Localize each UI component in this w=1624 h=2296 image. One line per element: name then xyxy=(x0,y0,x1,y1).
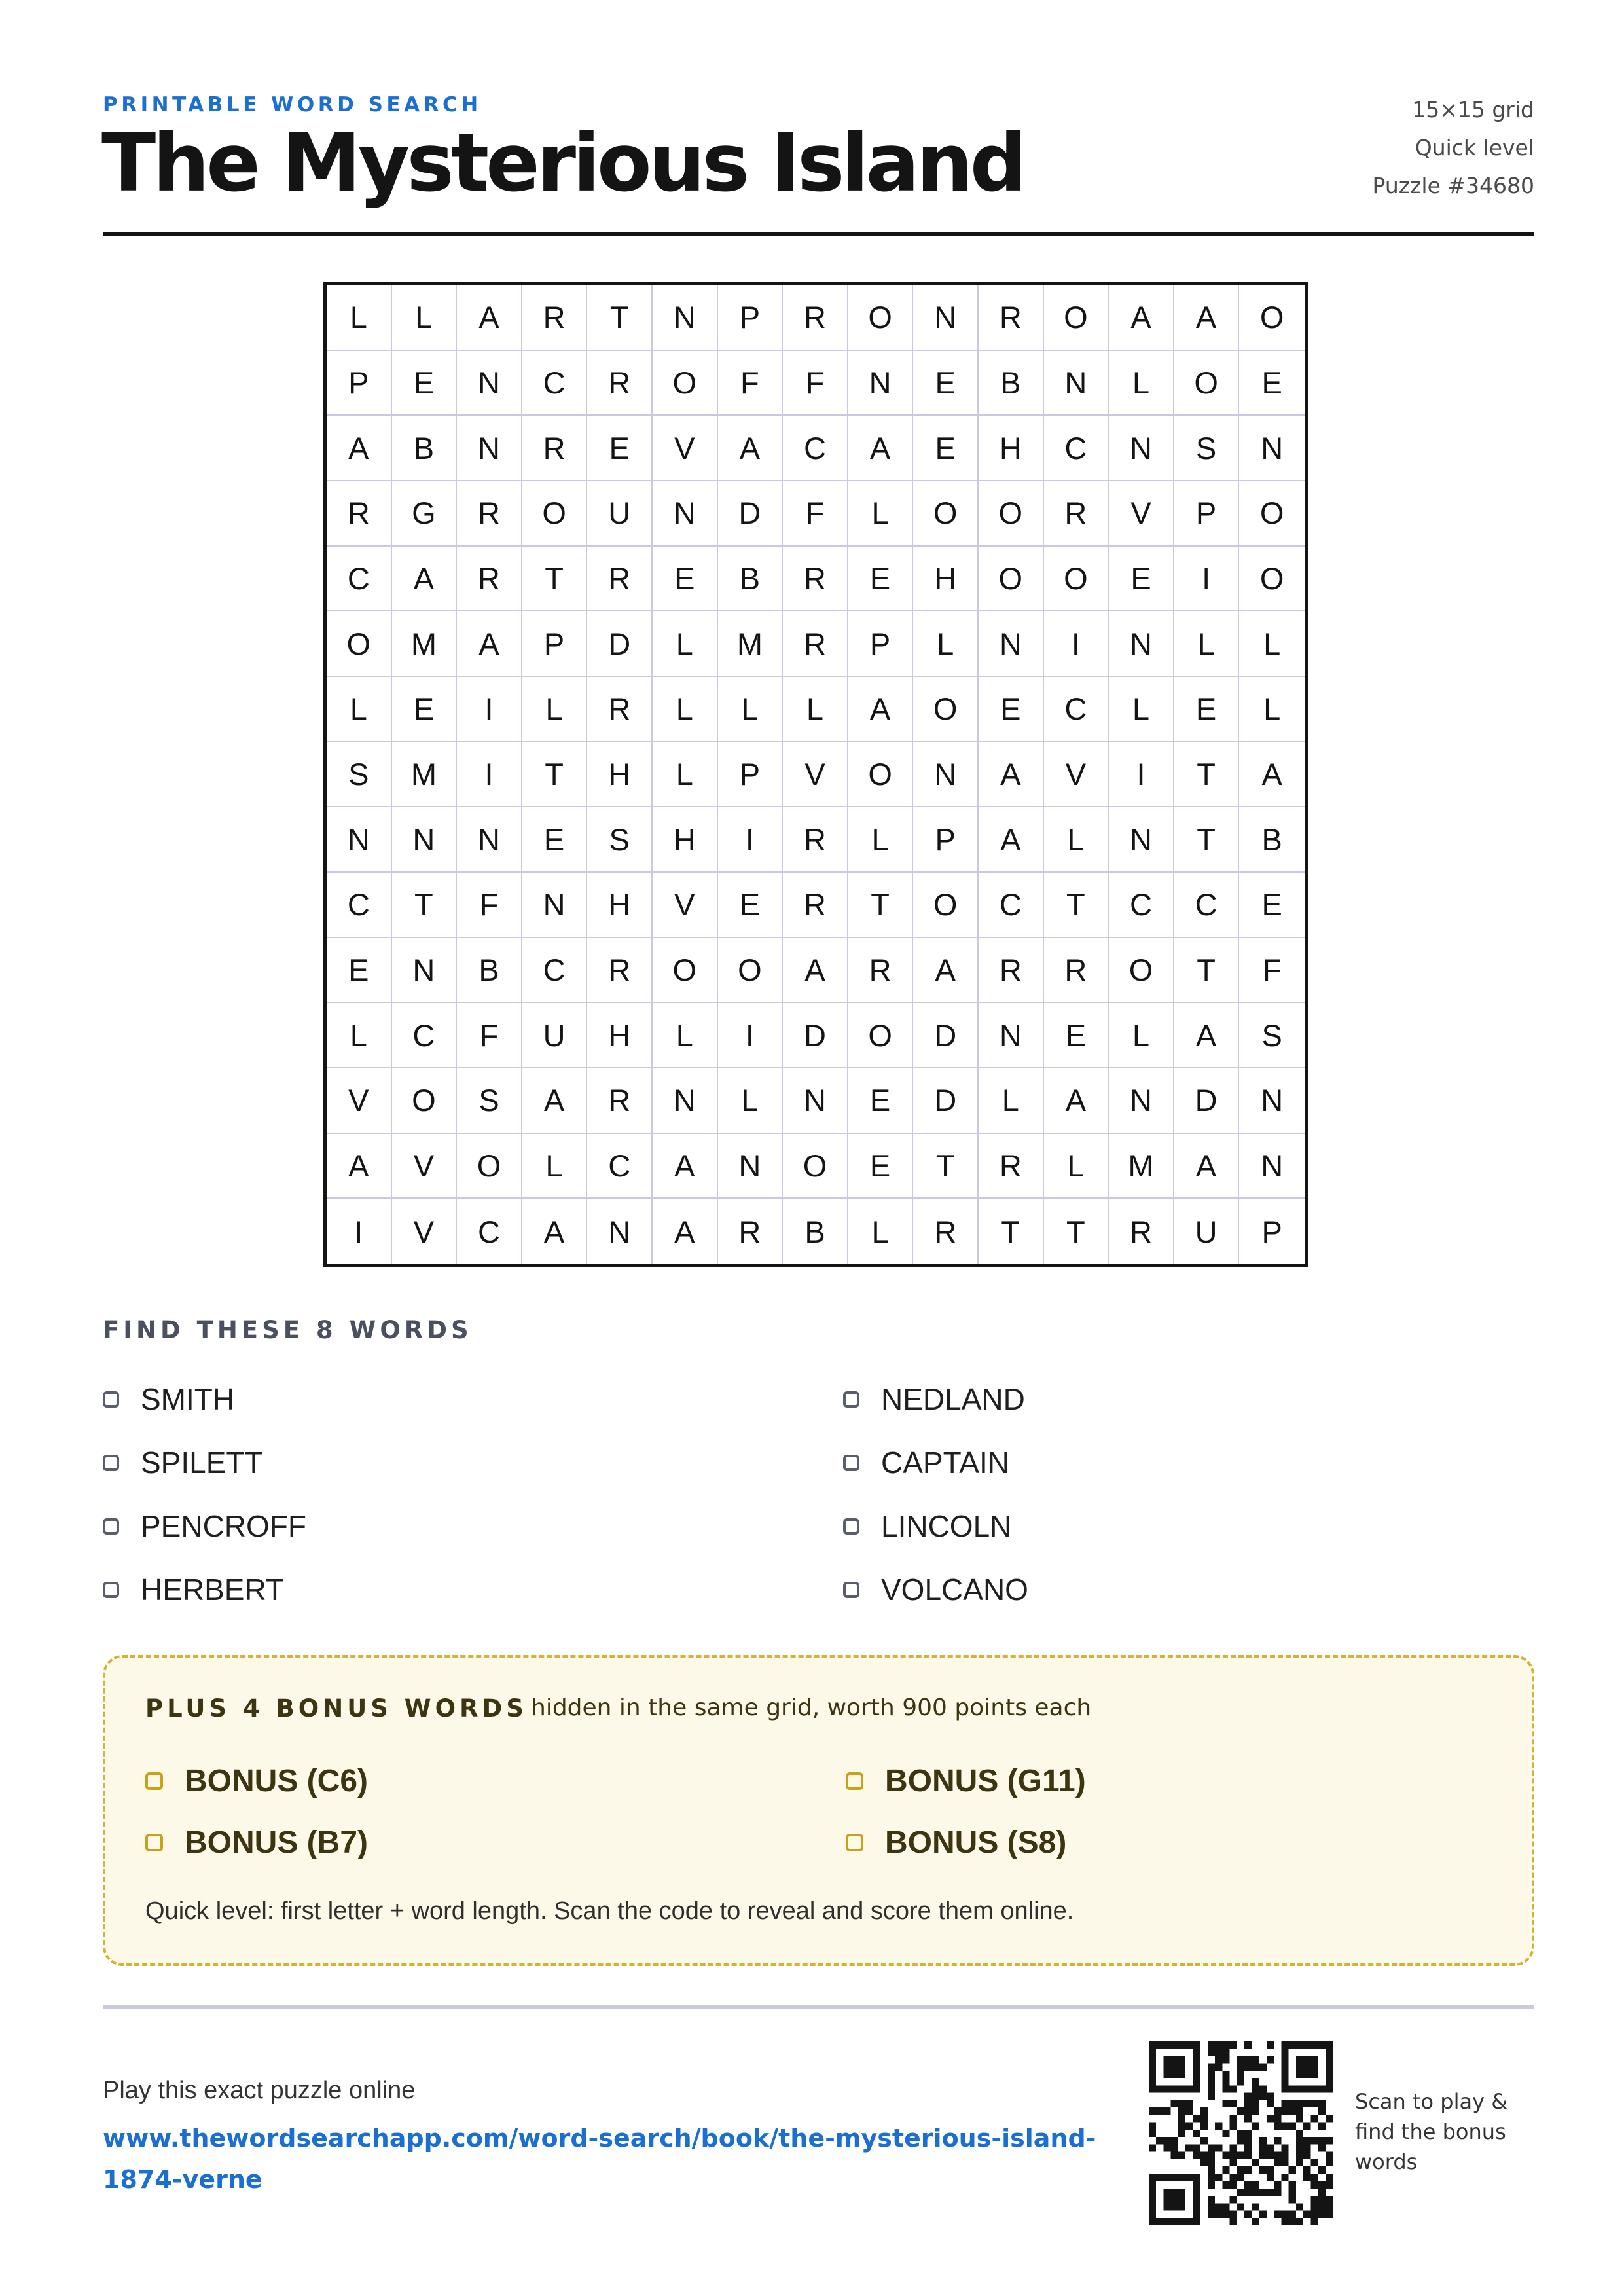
grid-cell[interactable]: O xyxy=(1239,481,1305,547)
grid-cell[interactable]: F xyxy=(457,873,522,938)
grid-cell[interactable]: R xyxy=(1044,481,1110,547)
grid-cell[interactable]: A xyxy=(1239,742,1305,808)
grid-cell[interactable]: O xyxy=(913,677,979,742)
grid-cell[interactable]: C xyxy=(1044,416,1110,481)
footer-divider xyxy=(103,2005,1534,2009)
grid-cell[interactable]: N xyxy=(1109,807,1174,873)
bonus-checkbox[interactable] xyxy=(846,1834,863,1851)
grid-cell[interactable]: H xyxy=(587,742,653,808)
grid-cell[interactable]: A xyxy=(718,416,784,481)
word-item xyxy=(843,1443,1028,1482)
grid-cell[interactable]: R xyxy=(522,416,588,481)
grid-cell[interactable]: R xyxy=(783,547,848,612)
grid-cell[interactable]: A xyxy=(327,416,392,481)
grid-cell[interactable]: L xyxy=(1044,1134,1110,1199)
grid-cell[interactable]: P xyxy=(327,351,392,416)
grid-cell[interactable]: E xyxy=(392,677,458,742)
grid-cell[interactable]: E xyxy=(327,938,392,1004)
grid-cell[interactable]: O xyxy=(913,873,979,938)
grid-cell[interactable]: C xyxy=(522,351,588,416)
grid-cell[interactable]: D xyxy=(1174,1068,1240,1134)
grid-cell[interactable]: P xyxy=(1174,481,1240,547)
grid-cell[interactable]: A xyxy=(522,1068,588,1134)
grid-cell[interactable]: D xyxy=(913,1003,979,1068)
grid-cell[interactable]: O xyxy=(1044,285,1110,351)
grid-cell[interactable]: O xyxy=(1174,351,1240,416)
grid-cell[interactable]: A xyxy=(1109,285,1174,351)
puzzle-link[interactable]: www.thewordsearchapp.com/word-search/book/the-mysterious-island-1874-verne xyxy=(103,2124,1096,2194)
grid-cell[interactable]: P xyxy=(718,742,784,808)
grid-cell[interactable]: E xyxy=(913,416,979,481)
grid-cell[interactable]: A xyxy=(653,1134,718,1199)
word-item xyxy=(103,1379,306,1419)
word-label: VOLCANO xyxy=(881,1573,1028,1607)
letter-grid xyxy=(323,282,1308,1267)
word-list-right-column xyxy=(843,1379,1028,1633)
grid-cell[interactable]: R xyxy=(1044,938,1110,1004)
grid-cell[interactable]: L xyxy=(718,677,784,742)
grid-cell[interactable]: L xyxy=(327,677,392,742)
grid-cell[interactable]: L xyxy=(848,481,914,547)
checkbox[interactable] xyxy=(843,1518,859,1535)
grid-cell[interactable]: N xyxy=(457,807,522,873)
grid-cell[interactable]: C xyxy=(1174,873,1240,938)
word-label: HERBERT xyxy=(141,1573,284,1607)
grid-cell[interactable]: L xyxy=(1239,677,1305,742)
grid-cell[interactable]: V xyxy=(1044,742,1110,808)
grid-cell[interactable]: O xyxy=(653,938,718,1004)
puzzle-id-label: Puzzle #34680 xyxy=(1372,173,1534,198)
grid-cell[interactable]: U xyxy=(522,1003,588,1068)
grid-cell[interactable]: C xyxy=(1044,677,1110,742)
grid-cell[interactable]: E xyxy=(848,1068,914,1134)
grid-cell[interactable]: C xyxy=(327,873,392,938)
grid-cell[interactable]: N xyxy=(979,611,1044,677)
grid-cell[interactable]: L xyxy=(848,807,914,873)
word-item xyxy=(843,1570,1028,1609)
grid-cell[interactable]: A xyxy=(1044,1068,1110,1134)
grid-cell[interactable]: N xyxy=(913,742,979,808)
word-label: SMITH xyxy=(141,1382,235,1416)
grid-cell[interactable]: I xyxy=(718,807,784,873)
grid-cell[interactable]: V xyxy=(392,1199,458,1264)
grid-cell[interactable]: T xyxy=(587,285,653,351)
word-label: NEDLAND xyxy=(881,1382,1025,1416)
grid-cell[interactable]: R xyxy=(848,938,914,1004)
bonus-panel xyxy=(103,1655,1534,1966)
grid-cell[interactable]: R xyxy=(587,1068,653,1134)
grid-cell[interactable]: T xyxy=(1174,938,1240,1004)
grid-cell[interactable]: S xyxy=(457,1068,522,1134)
grid-cell[interactable]: L xyxy=(979,1068,1044,1134)
grid-cell[interactable]: N xyxy=(913,285,979,351)
grid-cell[interactable]: P xyxy=(522,611,588,677)
grid-cell[interactable]: R xyxy=(979,1134,1044,1199)
grid-cell[interactable]: E xyxy=(718,873,784,938)
grid-cell[interactable]: E xyxy=(979,677,1044,742)
grid-cell[interactable]: R xyxy=(783,807,848,873)
play-online-text: Play this exact puzzle online xyxy=(103,2077,416,2104)
grid-cell[interactable]: L xyxy=(653,611,718,677)
bonus-item xyxy=(145,1823,368,1862)
grid-cell[interactable]: H xyxy=(587,873,653,938)
grid-cell[interactable]: S xyxy=(327,742,392,808)
grid-cell[interactable]: A xyxy=(1174,285,1240,351)
grid-cell[interactable]: A xyxy=(913,938,979,1004)
word-label: CAPTAIN xyxy=(881,1446,1009,1480)
kicker: PRINTABLE WORD SEARCH xyxy=(103,93,482,117)
bonus-checkbox[interactable] xyxy=(145,1834,163,1851)
grid-cell[interactable]: R xyxy=(327,481,392,547)
grid-cell[interactable]: A xyxy=(1174,1003,1240,1068)
grid-cell[interactable]: S xyxy=(1174,416,1240,481)
word-label: PENCROFF xyxy=(141,1509,306,1543)
grid-cell[interactable]: M xyxy=(392,742,458,808)
grid-cell[interactable]: B xyxy=(718,547,784,612)
word-item xyxy=(103,1570,306,1609)
grid-cell[interactable]: R xyxy=(783,285,848,351)
grid-cell[interactable]: M xyxy=(392,611,458,677)
checkbox[interactable] xyxy=(843,1582,859,1598)
grid-cell[interactable]: A xyxy=(392,547,458,612)
grid-cell[interactable]: T xyxy=(848,873,914,938)
grid-cell[interactable]: E xyxy=(1109,547,1174,612)
grid-cell[interactable]: L xyxy=(1109,1003,1174,1068)
grid-cell[interactable]: N xyxy=(1239,416,1305,481)
grid-cell[interactable]: N xyxy=(783,1068,848,1134)
grid-cell[interactable]: N xyxy=(457,416,522,481)
grid-cell[interactable]: C xyxy=(1109,873,1174,938)
grid-cell[interactable]: N xyxy=(1044,351,1110,416)
grid-cell[interactable]: V xyxy=(1109,481,1174,547)
bonus-heading: PLUS 4 BONUS WORDS xyxy=(145,1694,528,1722)
grid-cell[interactable]: O xyxy=(1044,547,1110,612)
grid-cell[interactable]: D xyxy=(718,481,784,547)
grid-cell[interactable]: E xyxy=(1239,873,1305,938)
grid-cell[interactable]: E xyxy=(1174,677,1240,742)
grid-cell[interactable]: A xyxy=(1174,1134,1240,1199)
grid-cell[interactable]: B xyxy=(457,938,522,1004)
grid-cell[interactable]: R xyxy=(457,481,522,547)
grid-cell[interactable]: I xyxy=(1174,547,1240,612)
grid-cell[interactable]: A xyxy=(783,938,848,1004)
grid-cell[interactable]: C xyxy=(392,1003,458,1068)
grid-cell[interactable]: N xyxy=(587,1199,653,1264)
bonus-note: Quick level: first letter + word length. Scan the code to reveal and score them online. xyxy=(145,1897,1074,1925)
grid-cell[interactable]: H xyxy=(587,1003,653,1068)
checkbox[interactable] xyxy=(843,1455,859,1471)
word-item xyxy=(103,1506,306,1546)
grid-cell[interactable]: R xyxy=(979,285,1044,351)
grid-cell[interactable]: E xyxy=(1239,351,1305,416)
grid-cell[interactable]: U xyxy=(1174,1199,1240,1264)
word-item xyxy=(843,1379,1028,1419)
grid-cell[interactable]: A xyxy=(979,742,1044,808)
bonus-checkbox[interactable] xyxy=(846,1772,863,1790)
bonus-subheading: hidden in the same grid, worth 900 points each xyxy=(531,1694,1092,1721)
grid-cell[interactable]: B xyxy=(1239,807,1305,873)
word-list-left-column xyxy=(103,1379,306,1633)
grid-cell[interactable]: V xyxy=(783,742,848,808)
grid-cell[interactable]: T xyxy=(392,873,458,938)
grid-cell[interactable]: H xyxy=(653,807,718,873)
grid-cell[interactable]: R xyxy=(457,547,522,612)
grid-cell[interactable]: L xyxy=(783,677,848,742)
grid-cell[interactable]: B xyxy=(392,416,458,481)
grid-cell[interactable]: O xyxy=(1239,547,1305,612)
grid-cell[interactable]: E xyxy=(587,416,653,481)
checkbox[interactable] xyxy=(103,1518,119,1535)
grid-cell[interactable]: H xyxy=(913,547,979,612)
grid-cell[interactable]: D xyxy=(783,1003,848,1068)
grid-cell[interactable]: N xyxy=(457,351,522,416)
word-label: LINCOLN xyxy=(881,1509,1012,1543)
grid-cell[interactable]: I xyxy=(1109,742,1174,808)
grid-cell[interactable]: R xyxy=(979,938,1044,1004)
grid-cell[interactable]: A xyxy=(848,416,914,481)
grid-cell[interactable]: T xyxy=(913,1134,979,1199)
grid-cell[interactable]: R xyxy=(587,547,653,612)
grid-cell[interactable]: R xyxy=(718,1199,784,1264)
grid-cell[interactable]: U xyxy=(587,481,653,547)
grid-cell[interactable]: R xyxy=(587,677,653,742)
grid-cell[interactable]: N xyxy=(653,1068,718,1134)
grid-cell[interactable]: F xyxy=(783,351,848,416)
grid-cell[interactable]: B xyxy=(783,1199,848,1264)
grid-cell[interactable]: T xyxy=(1044,1199,1110,1264)
grid-cell[interactable]: O xyxy=(1109,938,1174,1004)
grid-cell[interactable]: F xyxy=(718,351,784,416)
grid-cell[interactable]: N xyxy=(848,351,914,416)
grid-cell[interactable]: R xyxy=(587,351,653,416)
bonus-label: BONUS (B7) xyxy=(185,1825,369,1860)
grid-cell[interactable]: S xyxy=(587,807,653,873)
grid-cell[interactable]: L xyxy=(1109,351,1174,416)
grid-cell[interactable]: O xyxy=(327,611,392,677)
bonus-checkbox[interactable] xyxy=(145,1772,163,1790)
word-label: SPILETT xyxy=(141,1446,263,1480)
grid-cell[interactable]: L xyxy=(653,677,718,742)
grid-cell[interactable]: C xyxy=(457,1199,522,1264)
word-list-heading: FIND THESE 8 WORDS xyxy=(103,1316,473,1344)
grid-cell[interactable]: O xyxy=(913,481,979,547)
grid-cell[interactable]: I xyxy=(457,742,522,808)
grid-cell[interactable]: O xyxy=(1239,285,1305,351)
bonus-left-column xyxy=(145,1761,368,1884)
grid-cell[interactable]: E xyxy=(522,807,588,873)
grid-cell[interactable]: R xyxy=(783,611,848,677)
grid-cell[interactable]: O xyxy=(653,351,718,416)
grid-cell[interactable]: N xyxy=(1109,416,1174,481)
grid-cell[interactable]: O xyxy=(979,547,1044,612)
grid-cell[interactable]: O xyxy=(718,938,784,1004)
grid-cell[interactable]: O xyxy=(392,1068,458,1134)
grid-cell[interactable]: N xyxy=(392,807,458,873)
grid-cell[interactable]: R xyxy=(587,938,653,1004)
grid-cell[interactable]: A xyxy=(979,807,1044,873)
word-item xyxy=(843,1506,1028,1546)
checkbox[interactable] xyxy=(103,1391,119,1408)
bonus-label: BONUS (G11) xyxy=(885,1763,1086,1798)
grid-cell[interactable]: N xyxy=(653,285,718,351)
grid-cell[interactable]: A xyxy=(327,1134,392,1199)
grid-cell[interactable]: O xyxy=(522,481,588,547)
grid-cell[interactable]: R xyxy=(913,1199,979,1264)
grid-cell[interactable]: S xyxy=(1239,1003,1305,1068)
grid-cell[interactable]: O xyxy=(457,1134,522,1199)
bonus-label: BONUS (S8) xyxy=(885,1825,1067,1860)
grid-cell[interactable]: L xyxy=(1109,677,1174,742)
page-title: The Mysterious Island xyxy=(101,117,1024,210)
grid-cell[interactable]: I xyxy=(457,677,522,742)
grid-cell[interactable]: M xyxy=(718,611,784,677)
grid-cell[interactable]: L xyxy=(653,1003,718,1068)
grid-cell[interactable]: T xyxy=(522,742,588,808)
grid-cell[interactable]: D xyxy=(587,611,653,677)
grid-cell[interactable]: F xyxy=(1239,938,1305,1004)
grid-cell[interactable]: L xyxy=(327,285,392,351)
grid-cell[interactable]: V xyxy=(653,873,718,938)
grid-cell[interactable]: N xyxy=(979,1003,1044,1068)
grid-cell[interactable]: N xyxy=(1239,1068,1305,1134)
grid-cell[interactable]: E xyxy=(848,547,914,612)
qr-code-icon[interactable] xyxy=(1149,2041,1333,2225)
word-item xyxy=(103,1443,306,1482)
grid-cell[interactable]: A xyxy=(653,1199,718,1264)
grid-cell[interactable]: A xyxy=(522,1199,588,1264)
grid-cell[interactable]: R xyxy=(1109,1199,1174,1264)
grid-cell[interactable]: E xyxy=(1044,1003,1110,1068)
grid-cell[interactable]: P xyxy=(1261,1214,1282,1249)
grid-cell[interactable]: P xyxy=(718,285,784,351)
grid-cell[interactable]: P xyxy=(913,807,979,873)
grid-cell[interactable]: M xyxy=(1109,1134,1174,1199)
grid-cell[interactable]: C xyxy=(979,873,1044,938)
grid-cell[interactable]: O xyxy=(848,742,914,808)
grid-cell[interactable]: L xyxy=(848,1199,914,1264)
grid-cell[interactable]: V xyxy=(392,1134,458,1199)
grid-cell[interactable]: L xyxy=(522,677,588,742)
grid-cell[interactable]: T xyxy=(979,1199,1044,1264)
grid-cell[interactable]: L xyxy=(653,742,718,808)
grid-cell[interactable]: C xyxy=(327,547,392,612)
grid-cell[interactable]: O xyxy=(848,285,914,351)
grid-cell[interactable]: L xyxy=(1044,807,1110,873)
grid-cell[interactable]: F xyxy=(457,1003,522,1068)
grid-cell[interactable]: B xyxy=(979,351,1044,416)
bonus-item xyxy=(846,1823,1086,1862)
level-label: Quick level xyxy=(1415,135,1534,160)
grid-cell[interactable]: L xyxy=(392,285,458,351)
grid-cell[interactable]: A xyxy=(457,611,522,677)
grid-cell[interactable]: C xyxy=(587,1134,653,1199)
grid-cell[interactable]: T xyxy=(1174,807,1240,873)
grid-cell[interactable]: L xyxy=(327,1003,392,1068)
checkbox[interactable] xyxy=(843,1391,859,1408)
bonus-item xyxy=(846,1761,1086,1800)
grid-cell[interactable]: N xyxy=(653,481,718,547)
grid-cell[interactable]: N xyxy=(392,938,458,1004)
grid-cell[interactable]: T xyxy=(1174,742,1240,808)
grid-cell[interactable]: L xyxy=(913,611,979,677)
bonus-right-column xyxy=(846,1761,1086,1884)
grid-cell[interactable]: T xyxy=(522,547,588,612)
checkbox[interactable] xyxy=(103,1582,119,1598)
grid-cell[interactable]: L xyxy=(1239,611,1305,677)
grid-cell[interactable]: V xyxy=(653,416,718,481)
grid-cell[interactable]: I xyxy=(1044,611,1110,677)
grid-cell[interactable]: C xyxy=(783,416,848,481)
grid-cell[interactable]: N xyxy=(718,1134,784,1199)
grid-cell[interactable]: N xyxy=(1109,1068,1174,1134)
bonus-label: BONUS (C6) xyxy=(185,1763,369,1798)
grid-cell[interactable]: I xyxy=(327,1199,392,1264)
grid-cell[interactable]: E xyxy=(848,1134,914,1199)
grid-cell[interactable]: I xyxy=(718,1003,784,1068)
grid-cell[interactable]: F xyxy=(783,481,848,547)
grid-cell[interactable]: E xyxy=(392,351,458,416)
grid-cell[interactable]: O xyxy=(979,481,1044,547)
grid-cell[interactable]: N xyxy=(327,807,392,873)
bonus-item xyxy=(145,1761,368,1800)
grid-cell[interactable]: L xyxy=(718,1068,784,1134)
grid-cell[interactable]: A xyxy=(848,677,914,742)
grid-cell[interactable]: D xyxy=(913,1068,979,1134)
grid-cell[interactable]: C xyxy=(522,938,588,1004)
grid-cell[interactable]: V xyxy=(327,1068,392,1134)
grid-cell[interactable]: R xyxy=(522,285,588,351)
grid-cell[interactable]: R xyxy=(783,873,848,938)
grid-cell[interactable]: T xyxy=(1044,873,1110,938)
grid-cell[interactable]: N xyxy=(1109,611,1174,677)
header-divider xyxy=(103,232,1534,236)
grid-cell[interactable]: L xyxy=(522,1134,588,1199)
grid-cell[interactable]: O xyxy=(783,1134,848,1199)
grid-cell[interactable]: E xyxy=(913,351,979,416)
grid-cell[interactable]: G xyxy=(392,481,458,547)
grid-cell[interactable]: A xyxy=(457,285,522,351)
checkbox[interactable] xyxy=(103,1455,119,1471)
grid-cell[interactable]: E xyxy=(653,547,718,612)
grid-cell[interactable]: N xyxy=(1239,1134,1305,1199)
grid-cell[interactable]: L xyxy=(1174,611,1240,677)
grid-cell[interactable]: P xyxy=(848,611,914,677)
qr-caption: Scan to play & find the bonus words xyxy=(1355,2089,1508,2174)
grid-cell[interactable]: N xyxy=(522,873,588,938)
grid-size-label: 15×15 grid xyxy=(1412,97,1534,122)
grid-cell[interactable]: O xyxy=(848,1003,914,1068)
grid-cell[interactable]: H xyxy=(979,416,1044,481)
